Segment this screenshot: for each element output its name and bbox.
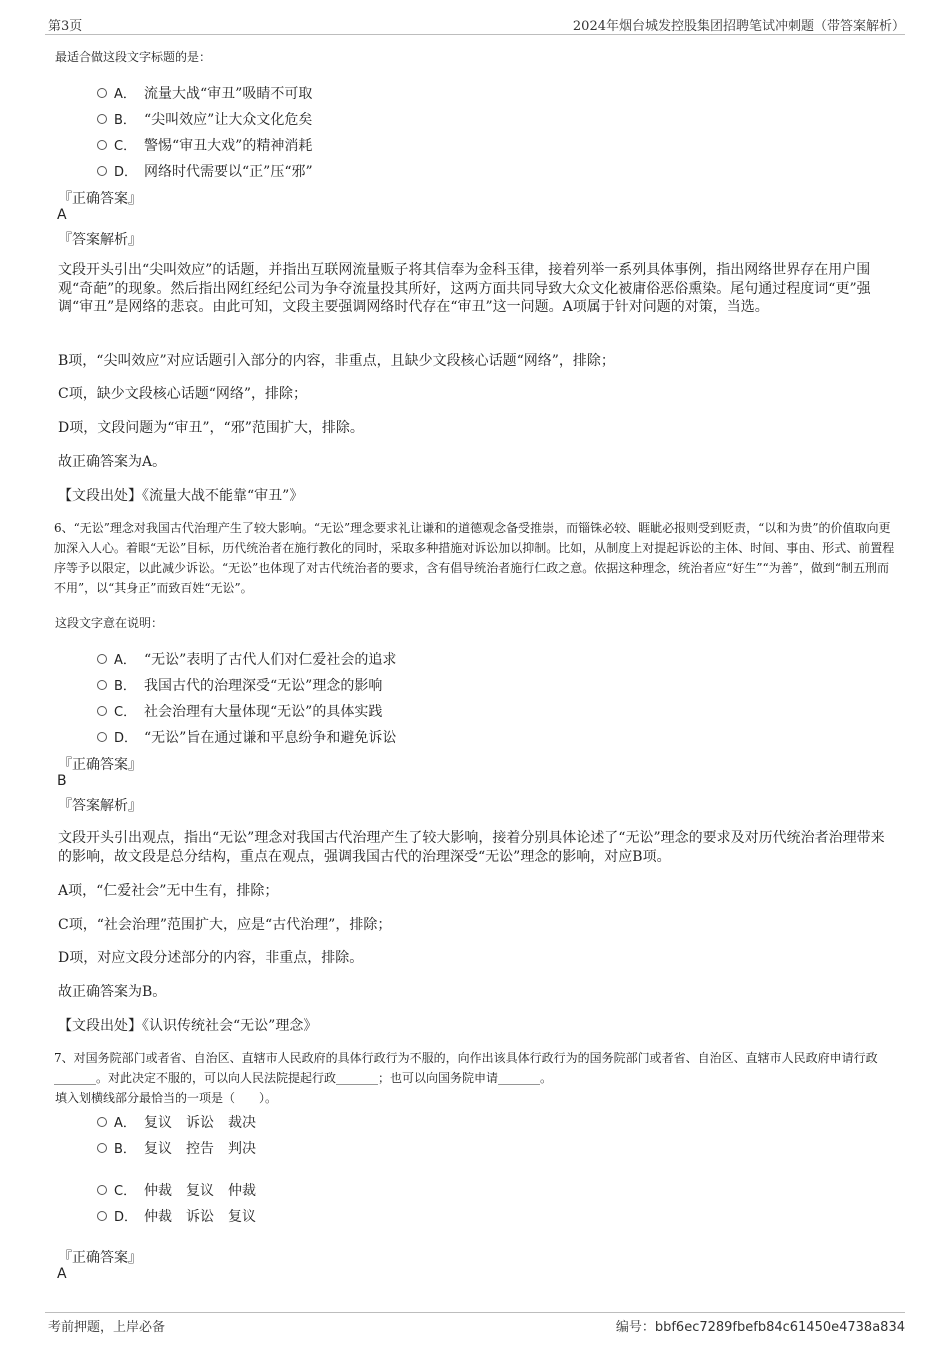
radio-button[interactable] [97,1117,107,1127]
q5-answer: A [57,207,67,223]
q5-conclusion: 故正确答案为A。 [58,454,167,470]
radio-button[interactable] [97,1211,107,1221]
q5-prompt: 最适合做这段文字标题的是： [55,50,212,64]
footer-slogan: 考前押题，上岸必备 [48,1320,166,1335]
q6-conclusion: 故正确答案为B。 [58,984,167,1000]
radio-button[interactable] [97,706,107,716]
page-header [45,14,905,35]
radio-button[interactable] [97,1185,107,1195]
q5-analysis: 文段开头引出“尖叫效应”的话题，并指出互联网流量贩子将其信奉为金科玉律，接着列举一系列具体事例，指出网络世界存在用户围观“奇葩”的现象。然后指出网红经纪公司为争夺流量投其所好，这两方面共同导致大众文化被庸俗恶俗熏染。尾句通过程度词“更”强调“审丑”是网络的悲哀。由此可知，文段主要强调网络时代存在“审丑”这一问题。A项属于针对问题的对策，当选。 [58,262,871,315]
page-number: 第3页 [48,19,83,34]
radio-button[interactable] [97,732,107,742]
q6-option-c-note: C项，“社会治理”范围扩大，应是“古代治理”，排除； [58,917,392,933]
q6-passage: 6、“无讼”理念对我国古代治理产生了较大影响。“无讼”理念要求礼让谦和的道德观念备受推崇，而锱铢必较、睚眦必报则受到贬责，“以和为贵”的价值取向更加深入人心。着眼“无讼”目标，历代统治者在施行教化的同时，采取多种措施对诉讼加以抑制。比如，从制度上对提起诉讼的主体、时间、事由、形式、前置程序等予以限定，以此减少诉讼。“无讼”也体现了对古代统治者的要求，含有倡导统治者施行仁政之意。依据这种理念，统治者应“好生”“为善”，做到“制五刑而不用”，以“其身正”而致百姓“无讼”。 [54,521,895,595]
q6-option-a-note: A项，“仁爱社会”无中生有，排除； [58,883,279,899]
q6-source: 【文段出处】《认识传统社会“无讼”理念》 [58,1018,318,1034]
q5-option-d-note: D项，文段问题为“审丑”，“邪”范围扩大，排除。 [58,420,364,436]
q6-answer-label: 『正确答案』 [58,757,142,773]
radio-button[interactable] [97,140,107,150]
q6-analysis-label: 『答案解析』 [58,798,142,814]
q7-passage: 7、对国务院部门或者省、自治区、直辖市人民政府的具体行政行为不服的，向作出该具体行政行为的国务院部门或者省、自治区、直辖市人民政府申请行政_______。对此决定不服的，可以向人民法院提起行政_______；也可以向国务院申请_______。 [54,1051,878,1085]
radio-button[interactable] [97,654,107,664]
radio-button[interactable] [97,88,107,98]
q6-prompt: 这段文字意在说明： [55,616,164,630]
q6-option-d-note: D项，对应文段分述部分的内容，非重点，排除。 [58,950,364,966]
q5-source: 【文段出处】《流量大战不能靠“审丑”》 [58,488,304,504]
radio-button[interactable] [97,166,107,176]
q5-option-b-note: B项，“尖叫效应”对应话题引入部分的内容，非重点，且缺少文段核心话题“网络”，排除； [58,353,615,369]
document-id: 编号：bbf6ec7289fbefb84c61450e4738a834 [615,1320,905,1335]
radio-button[interactable] [97,680,107,690]
q5-analysis-label: 『答案解析』 [58,232,142,248]
q7-prompt: 填入划横线部分最恰当的一项是（ ）。 [55,1091,278,1105]
q6-answer: B [57,773,67,789]
q6-analysis: 文段开头引出观点，指出“无讼”理念对我国古代治理产生了较大影响，接着分别具体论述了“无讼”理念的要求及对历代统治者治理带来的影响，故文段是总分结构，重点在观点，强调我国古代的治理深受“无讼”理念的影响，对应B项。 [58,830,885,865]
document-title: 2024年烟台城发控股集团招聘笔试冲刺题（带答案解析） [572,19,905,34]
page-footer [45,1312,905,1337]
q7-answer: A [57,1266,67,1282]
q7-answer-label: 『正确答案』 [58,1250,142,1266]
radio-button[interactable] [97,1143,107,1153]
radio-button[interactable] [97,114,107,124]
q5-answer-label: 『正确答案』 [58,191,142,207]
q5-option-c-note: C项，缺少文段核心话题“网络”，排除； [58,386,308,402]
